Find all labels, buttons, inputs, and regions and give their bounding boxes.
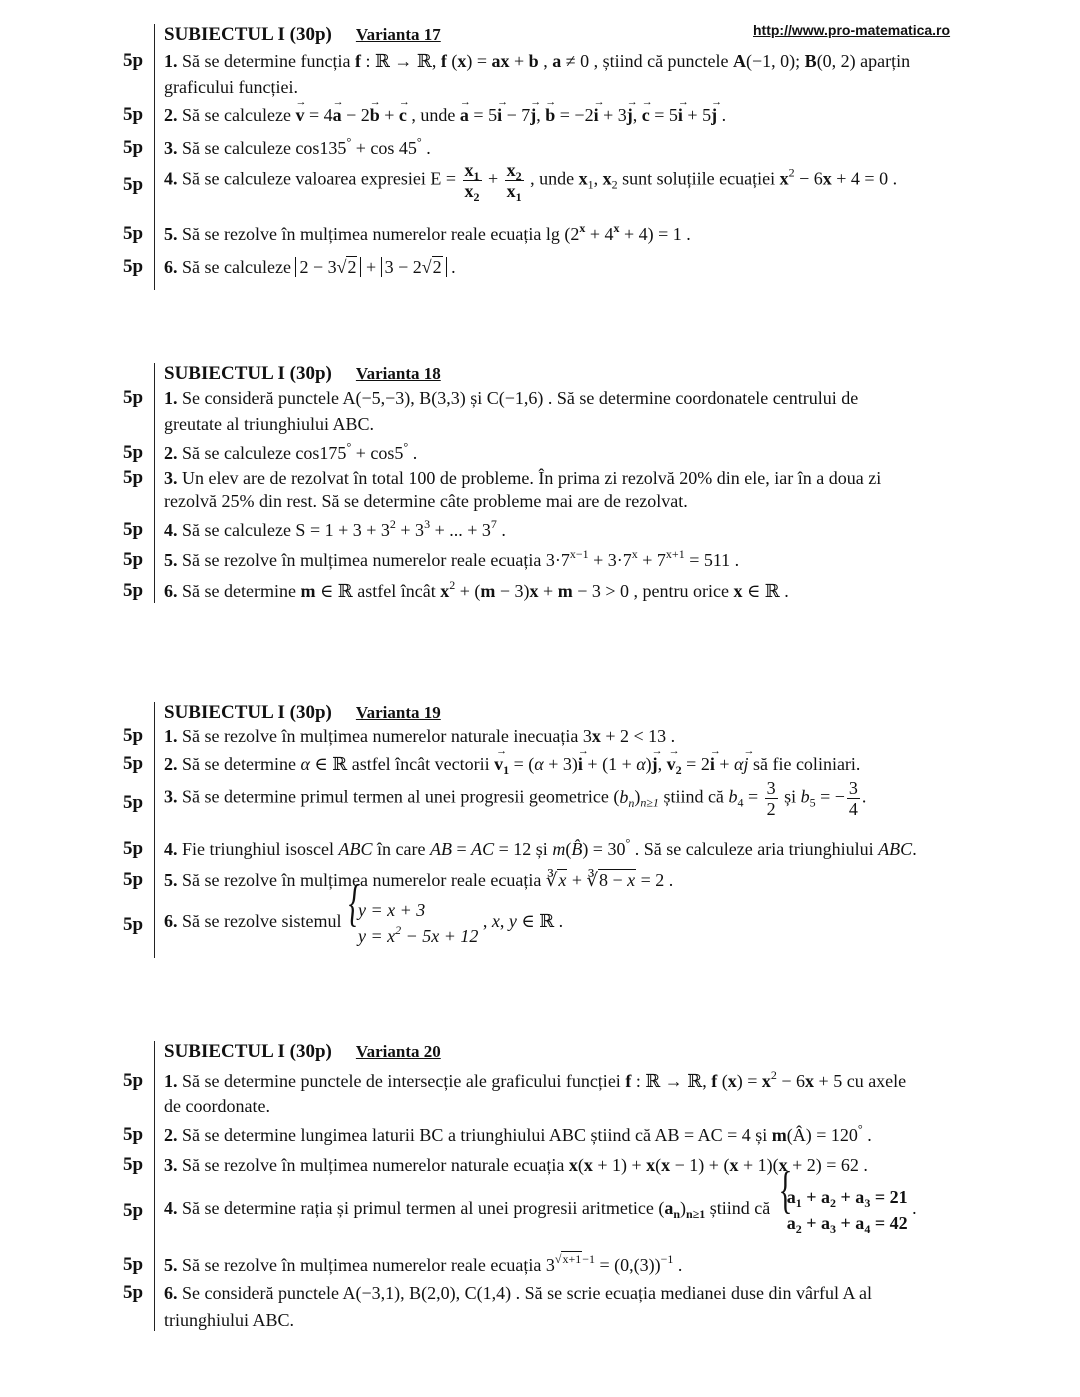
section-heading <box>164 1041 441 1063</box>
problem-text: 1. Să se rezolve în mulțimea numerelor naturale inecuația 3x + 2 < 13 . <box>164 726 676 746</box>
section-title: SUBIECTUL I (30p) <box>164 1041 332 1062</box>
site-link[interactable]: http://www.pro-matematica.ro <box>753 22 951 38</box>
points-label: 5p <box>123 869 144 890</box>
section-title: SUBIECTUL I (30p) <box>164 363 332 384</box>
points-label: 5p <box>123 223 144 244</box>
points-label: 5p <box>123 1154 144 1175</box>
problem-text: 5. Să se rezolve în mulțimea numerelor reale ecuația ∛x + ∛8 − x = 2 . <box>164 870 674 890</box>
points-label: 5p <box>123 1070 144 1091</box>
problem-text: 5. Să se rezolve în mulțimea numerelor reale ecuația $\lg (2^x + 4^x + 4) = 1$ . <box>164 221 691 244</box>
margin-rule <box>154 1041 155 1331</box>
section-heading <box>164 24 441 46</box>
problem-text: 6. Să se rezolve sistemul { y = x + 3 $y = x^2 - 5x + 12$ , x, y ∈ ℝ . <box>164 897 563 949</box>
points-label: 5p <box>123 838 144 859</box>
section-heading <box>164 702 441 724</box>
problem-text: 4. Fie triunghiul isoscel ABC în care AB = AC = 12 și m(B̂) = 30° . Să se calculeze aria triunghiului ABC. <box>164 836 917 859</box>
problem-text: 6. Se consideră punctele A(−3,1), B(2,0), C(1,4) . Să se scrie ecuația medianei duse din vârful A al <box>164 1283 872 1303</box>
problem-text: 5. Să se rezolve în mulțimea numerelor reale ecuația $3^{√x+1-1} = (0,(3))^{-1}$ . <box>164 1252 683 1275</box>
points-label: 5p <box>123 442 144 463</box>
problem-text: 3. Un elev are de rezolvat în total 100 de probleme. În prima zi rezolvă 20% din ele, iar în a doua zi <box>164 468 882 488</box>
problem-text: 5. Să se rezolve în mulțimea numerelor reale ecuația $3\cdot 7^{x-1} + 3\cdot 7^x + 7^{x+1} = 511$ . <box>164 547 740 570</box>
points-label: 5p <box>123 467 144 488</box>
points-label: 5p <box>123 1124 144 1145</box>
problem-text: 3. Să se rezolve în mulțimea numerelor naturale ecuația x(x + 1) + x(x − 1) + (x + 1)(x + 2) = 62 . <box>164 1155 868 1175</box>
variant-label: Varianta 18 <box>355 364 441 383</box>
points-label: 5p <box>123 792 144 813</box>
variant-label: Varianta 17 <box>355 25 441 44</box>
section-heading <box>164 363 441 385</box>
problem-text: 1. Se consideră punctele A(−5,−3), B(3,3) și C(−1,6) . Să se determine coordonatele centrului de <box>164 388 859 408</box>
points-label: 5p <box>123 137 144 158</box>
problem-text: 1. Să se determine funcția f : ℝ → ℝ, f (x) = ax + b , a ≠ 0 , știind că punctele A(−1, 0); B(0, 2) aparțin <box>164 51 911 71</box>
points-label: 5p <box>123 50 144 71</box>
problem-text: 1. Să se determine punctele de intersecție ale graficului funcției f : ℝ → ℝ, f $(x) = x^2 - 6x + 5$ cu axele <box>164 1068 907 1091</box>
points-label: 5p <box>123 519 144 540</box>
points-label: 5p <box>123 256 144 277</box>
margin-rule <box>154 363 155 603</box>
variant-label: Varianta 20 <box>355 1042 441 1061</box>
margin-rule <box>154 24 155 290</box>
problem-text: 2. Să se calculeze cos175° + cos5° . <box>164 440 418 463</box>
points-label: 5p <box>123 753 144 774</box>
problem-text: 4. Să se determine rația și primul termen al unei progresii aritmetice $(a_n)_{n\ge 1}$ știind că { $a_1 + a_2 + a_3 = 21$ $a_2 + a_3 + a_4 = 42$ . <box>164 1184 917 1236</box>
variant-label: Varianta 19 <box>355 703 441 722</box>
points-label: 5p <box>123 725 144 746</box>
equation-system: { $a_1 + a_2 + a_3 = 21$ $a_2 + a_3 + a_4 = 42$ <box>775 1184 908 1236</box>
points-label: 5p <box>123 580 144 601</box>
problem-text: 4. Să se calculeze valoarea expresiei E = $\frac{x_1}{x_2}$ + $\frac{x_2}{x_1}$ , unde $x_1$, $x_2$ sunt soluțiile ecuației $x^2 - 6x + 4 = 0$ . <box>164 160 898 204</box>
problem-text: 6. Să se determine m ∈ ℝ astfel încât $x^2 + (m - 3)x + m - 3 > 0$ , pentru orice x ∈ ℝ . <box>164 578 789 601</box>
problem-text: 6. Să se calculeze 2 − 3√2 + 3 − 2√2 . <box>164 257 456 277</box>
problem-text: 2. Să se determine α ∈ ℝ astfel încât vectorii → $v_1 = (\alpha + 3)\to i + (1 + \alpha)\to j$, → $v_2 = 2\to i + \alpha\to j$ să fie coliniari. <box>164 751 860 777</box>
points-label: 5p <box>123 914 144 935</box>
section-title: SUBIECTUL I (30p) <box>164 702 332 723</box>
points-label: 5p <box>123 387 144 408</box>
problem-text: 3. Să se calculeze cos135° + cos 45° . <box>164 135 431 158</box>
problem-text: 2. Să se calculeze → v = 4→ a − 2→ b + → c , unde → a = 5→ i − 7→ j, → b = −2→ i + 3→ j, → c = 5→ i + 5→ j . <box>164 102 726 128</box>
points-label: 5p <box>123 1200 144 1221</box>
points-label: 5p <box>123 104 144 125</box>
points-label: 5p <box>123 549 144 570</box>
problem-text: 2. Să se determine lungimea laturii BC a triunghiului ABC știind că AB = AC = 4 și m(Â) = 120° . <box>164 1122 872 1145</box>
problem-text: 3. Să se determine primul termen al unei progresii geometrice $(b_n)_{n\ge 1}$ știind că $b_4$ = $\frac{3}{2}$ și $b_5$ = − $\frac{3}{4}$ . <box>164 778 867 819</box>
points-label: 5p <box>123 174 144 195</box>
margin-rule <box>154 702 155 958</box>
points-label: 5p <box>123 1282 144 1303</box>
equation-system: { y = x + 3 $y = x^2 - 5x + 12$ <box>346 897 478 949</box>
problem-text: 4. Să se calculeze $S = 1 + 3 + 3^2 + 3^3$ + ... + $3^7$ . <box>164 517 506 540</box>
points-label: 5p <box>123 1254 144 1275</box>
section-title: SUBIECTUL I (30p) <box>164 24 332 45</box>
